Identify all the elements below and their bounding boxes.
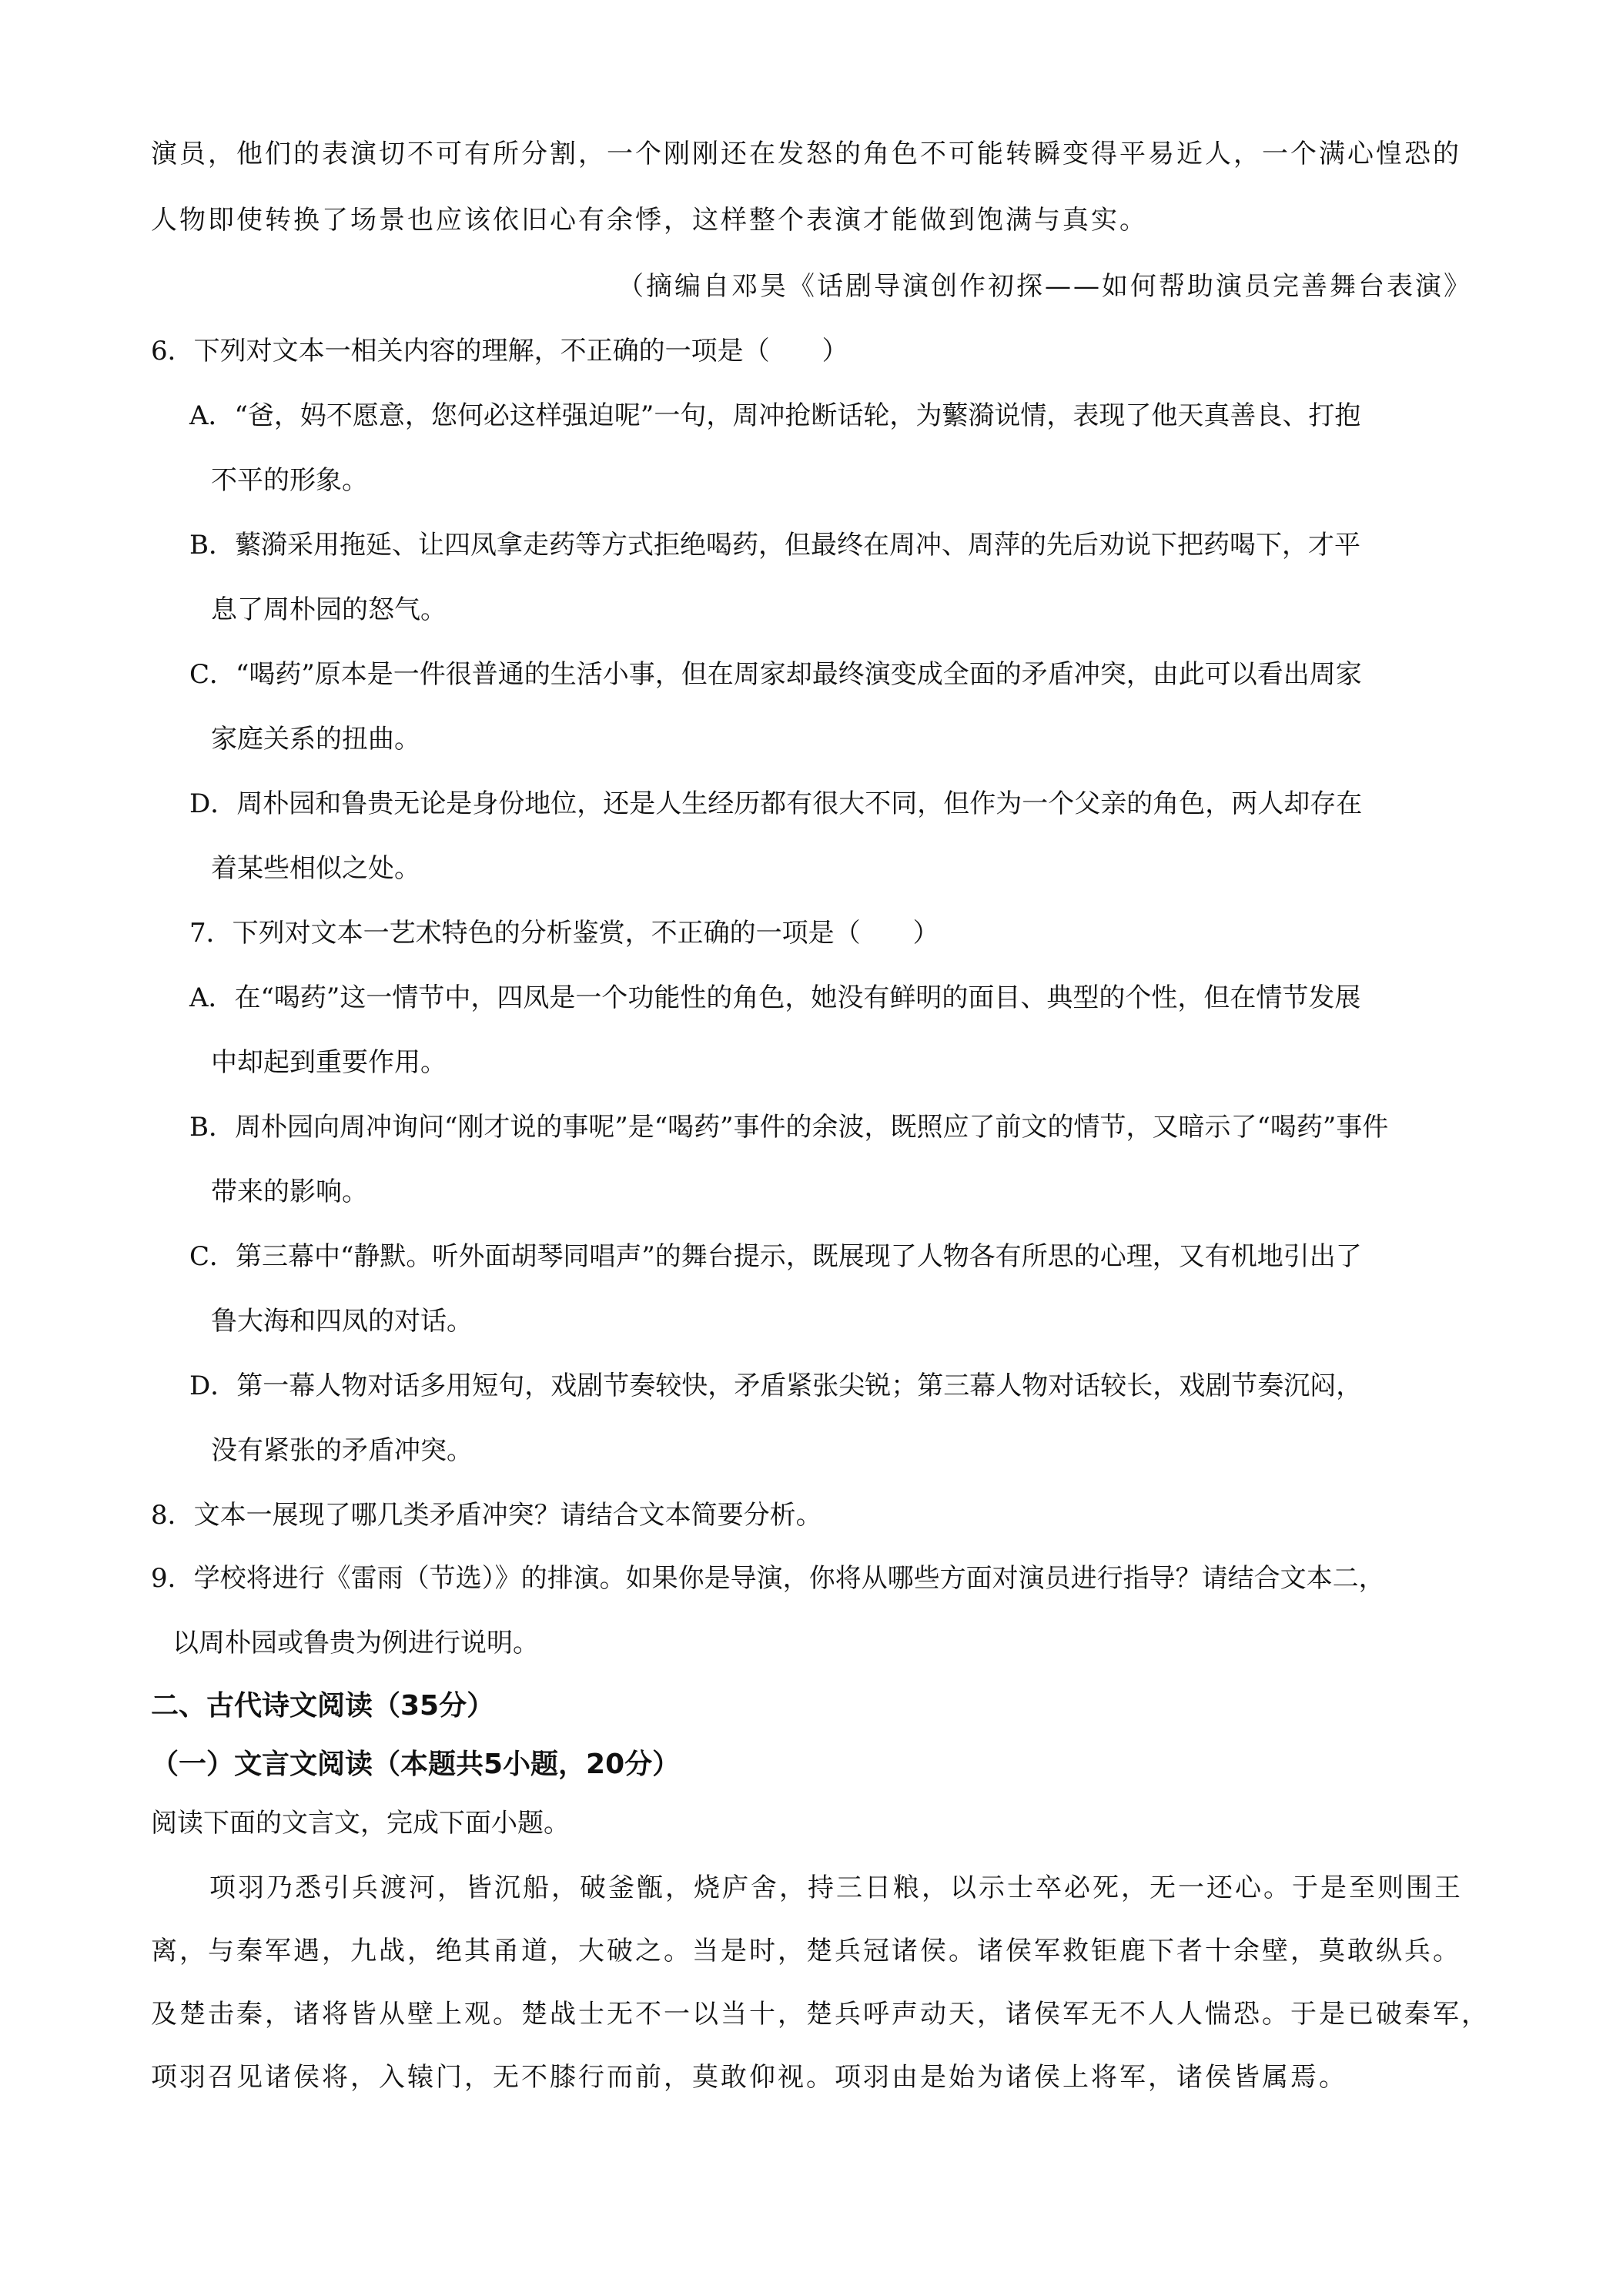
q6-option-d-line-2: 着某些相似之处。 bbox=[211, 853, 420, 884]
classical-line-4: 项羽召见诸侯将，入辕门，无不膝行而前，莫敢仰视。项羽由是始为诸侯上将军，诸侯皆属焉。 bbox=[151, 2062, 1347, 2093]
passage-line-2: 人物即使转换了场景也应该依旧心有余悸，这样整个表演才能做到饱满与真实。 bbox=[151, 205, 1148, 236]
source-citation bbox=[0, 271, 1623, 302]
q7-option-d-line-2: 没有紧张的矛盾冲突。 bbox=[211, 1435, 473, 1466]
question-9-line-1: 9．学校将进行《雷雨（节选）》的排演。如果你是导演，你将从哪些方面对演员进行指导？请结合文本二， bbox=[151, 1563, 1385, 1594]
q6-option-a-line-2: 不平的形象。 bbox=[211, 465, 368, 496]
classical-line-1: 项羽乃悉引兵渡河，皆沉船，破釜甑，烧庐舍，持三日粮，以示士卒必死，无一还心。于是至则围王 bbox=[209, 1873, 1463, 1903]
section-heading: 二、古代诗文阅读（35分） bbox=[151, 1690, 495, 1722]
q7-option-b-line-1: B．周朴园向周冲询问“刚才说的事呢”是“喝药”事件的余波，既照应了前文的情节，又暗示了“喝药”事件 bbox=[189, 1112, 1389, 1143]
question-9-line-2: 以周朴园或鲁贵为例进行说明。 bbox=[172, 1628, 539, 1658]
q6-option-a-line-1: A．“爸，妈不愿意，您何必这样强迫呢”一句，周冲抢断话轮，为蘩漪说情，表现了他天真善良、打抱 bbox=[189, 400, 1361, 431]
q7-option-c-line-1: C．第三幕中“静默。听外面胡琴同唱声”的舞台提示，既展现了人物各有所思的心理，又有机地引出了 bbox=[189, 1241, 1362, 1272]
q6-option-b-line-1: B．蘩漪采用拖延、让四凤拿走药等方式拒绝喝药，但最终在周冲、周萍的先后劝说下把药喝下，才平 bbox=[189, 530, 1360, 561]
q7-option-d-line-1: D．第一幕人物对话多用短句，戏剧节奏较快，矛盾紧张尖锐；第三幕人物对话较长，戏剧节奏沉闷， bbox=[189, 1371, 1363, 1401]
q6-option-c-line-1: C．“喝药”原本是一件很普通的生活小事，但在周家却最终演变成全面的矛盾冲突，由此可以看出周家 bbox=[189, 659, 1362, 690]
q7-option-c-line-2: 鲁大海和四凤的对话。 bbox=[211, 1306, 473, 1337]
question-8: 8．文本一展现了哪几类矛盾冲突？请结合文本简要分析。 bbox=[151, 1500, 822, 1531]
subsection-heading: （一）文言文阅读（本题共5小题，20分） bbox=[151, 1749, 681, 1780]
question-6-stem: 6．下列对文本一相关内容的理解，不正确的一项是（ ） bbox=[151, 336, 848, 366]
reading-instruction: 阅读下面的文言文，完成下面小题。 bbox=[151, 1808, 570, 1839]
question-7-stem: 7．下列对文本一艺术特色的分析鉴赏，不正确的一项是（ ） bbox=[189, 918, 939, 949]
classical-line-3: 及楚击秦，诸将皆从壁上观。楚战士无不一以当十，楚兵呼声动天，诸侯军无不人人惴恐。于是已破秦军， bbox=[151, 1999, 1490, 2030]
q7-option-a-line-2: 中却起到重要作用。 bbox=[211, 1047, 447, 1078]
q7-option-b-line-2: 带来的影响。 bbox=[211, 1176, 368, 1207]
q6-option-b-line-2: 息了周朴园的怒气。 bbox=[211, 594, 447, 625]
passage-line-1: 演员，他们的表演切不可有所分割，一个刚刚还在发怒的角色不可能转瞬变得平易近人，一个满心惶恐的 bbox=[151, 139, 1461, 169]
classical-line-2: 离，与秦军遇，九战，绝其甬道，大破之。当是时，楚兵冠诸侯。诸侯军救钜鹿下者十余壁，莫敢纵兵。 bbox=[151, 1936, 1461, 1966]
source-text: （摘编自邓昊《话剧导演创作初探——如何帮助演员完善舞台表演》 bbox=[617, 271, 1472, 302]
q7-option-a-line-1: A．在“喝药”这一情节中，四凤是一个功能性的角色，她没有鲜明的面目、典型的个性，但在情节发展 bbox=[189, 982, 1361, 1013]
q6-option-c-line-2: 家庭关系的扭曲。 bbox=[211, 724, 420, 755]
q6-option-d-line-1: D．周朴园和鲁贵无论是身份地位，还是人生经历都有很大不同，但作为一个父亲的角色，两人却存在 bbox=[189, 788, 1363, 819]
